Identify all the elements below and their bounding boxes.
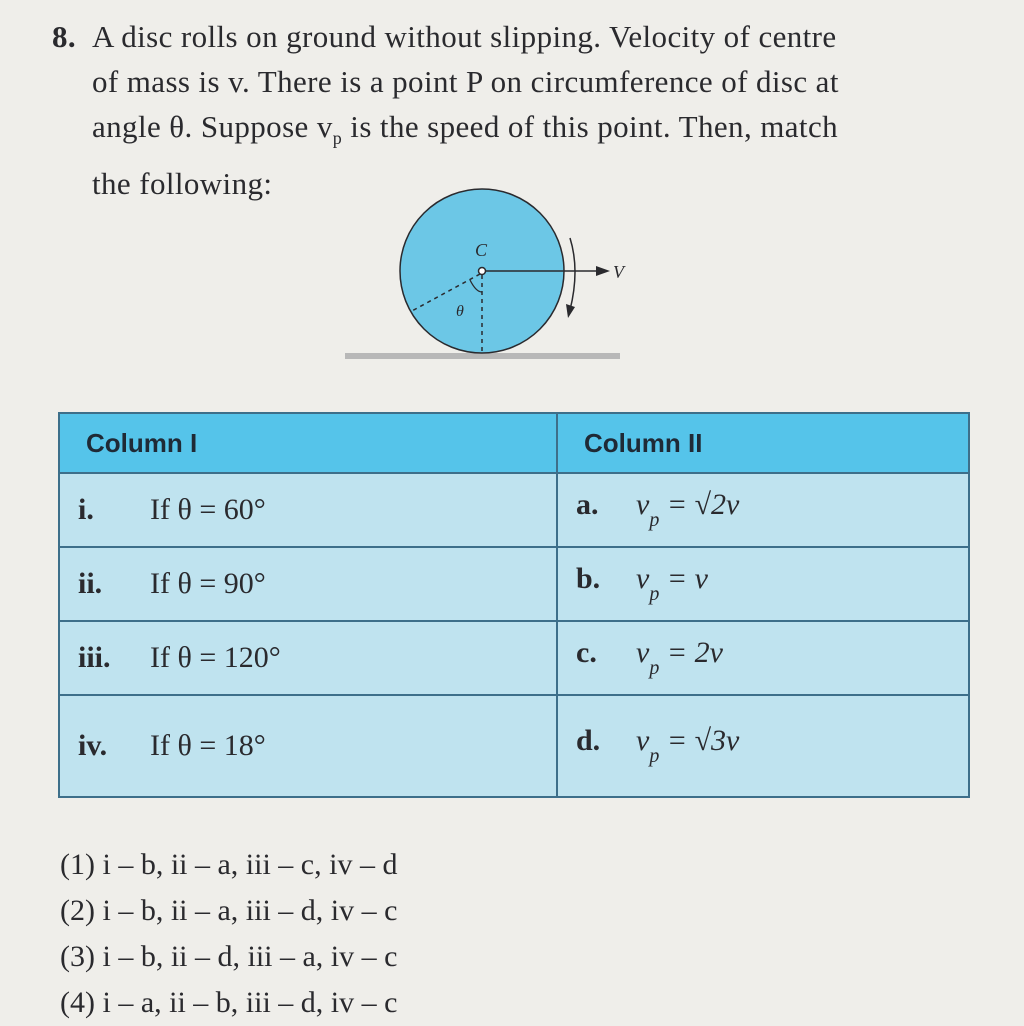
question-block: [52, 14, 982, 206]
question-line-1: 8. A disc rolls on ground without slipping. Velocity of centre: [52, 14, 982, 59]
column-2-cell: c. $v_p = 2v$: [557, 621, 969, 695]
option-3: (3) i – b, ii – d, iii – a, iv – c: [60, 940, 398, 973]
column-1-cell: i. If θ = 60°: [59, 473, 557, 547]
column-2-cell: b. $v_p = v$: [557, 547, 969, 621]
rolling-disc-figure: [330, 180, 650, 370]
column-1-cell: iv. If θ = 18°: [59, 695, 557, 797]
column-2-header: Column II: [557, 413, 969, 473]
velocity-arrowhead: [596, 266, 610, 276]
question-number: 8.: [52, 19, 77, 54]
question-line-3: angle θ. Suppose $v_p$ is the speed of this point. Then, match: [92, 109, 839, 149]
option-1: (1) i – b, ii – a, iii – c, iv – d: [60, 848, 398, 881]
column-2-cell: a. $v_p = √2v$: [557, 473, 969, 547]
column-1-header: Column I: [59, 413, 557, 473]
centre-label: C: [475, 240, 488, 260]
match-table: [58, 412, 970, 798]
rotation-arrow: [570, 238, 575, 310]
question-line-4: the following:: [92, 166, 273, 202]
angle-label: θ: [456, 303, 464, 320]
column-1-cell: iii. If θ = 120°: [59, 621, 557, 695]
table-row: [59, 621, 969, 695]
table-row: [59, 695, 969, 797]
option-2: (2) i – b, ii – a, iii – d, iv – c: [60, 894, 398, 927]
question-line-2: of mass is v. There is a point P on circumference of disc at: [92, 64, 839, 99]
column-2-cell: d. $v_p = √3v$: [557, 695, 969, 797]
answer-options: [60, 842, 397, 1026]
rotation-arrowhead: [566, 304, 575, 318]
table-row: [59, 473, 969, 547]
table-row: [59, 547, 969, 621]
velocity-label: V: [613, 262, 624, 282]
option-4: (4) i – a, ii – b, iii – d, iv – c: [60, 986, 398, 1019]
table-header-row: [59, 413, 969, 473]
column-1-cell: ii. If θ = 90°: [59, 547, 557, 621]
